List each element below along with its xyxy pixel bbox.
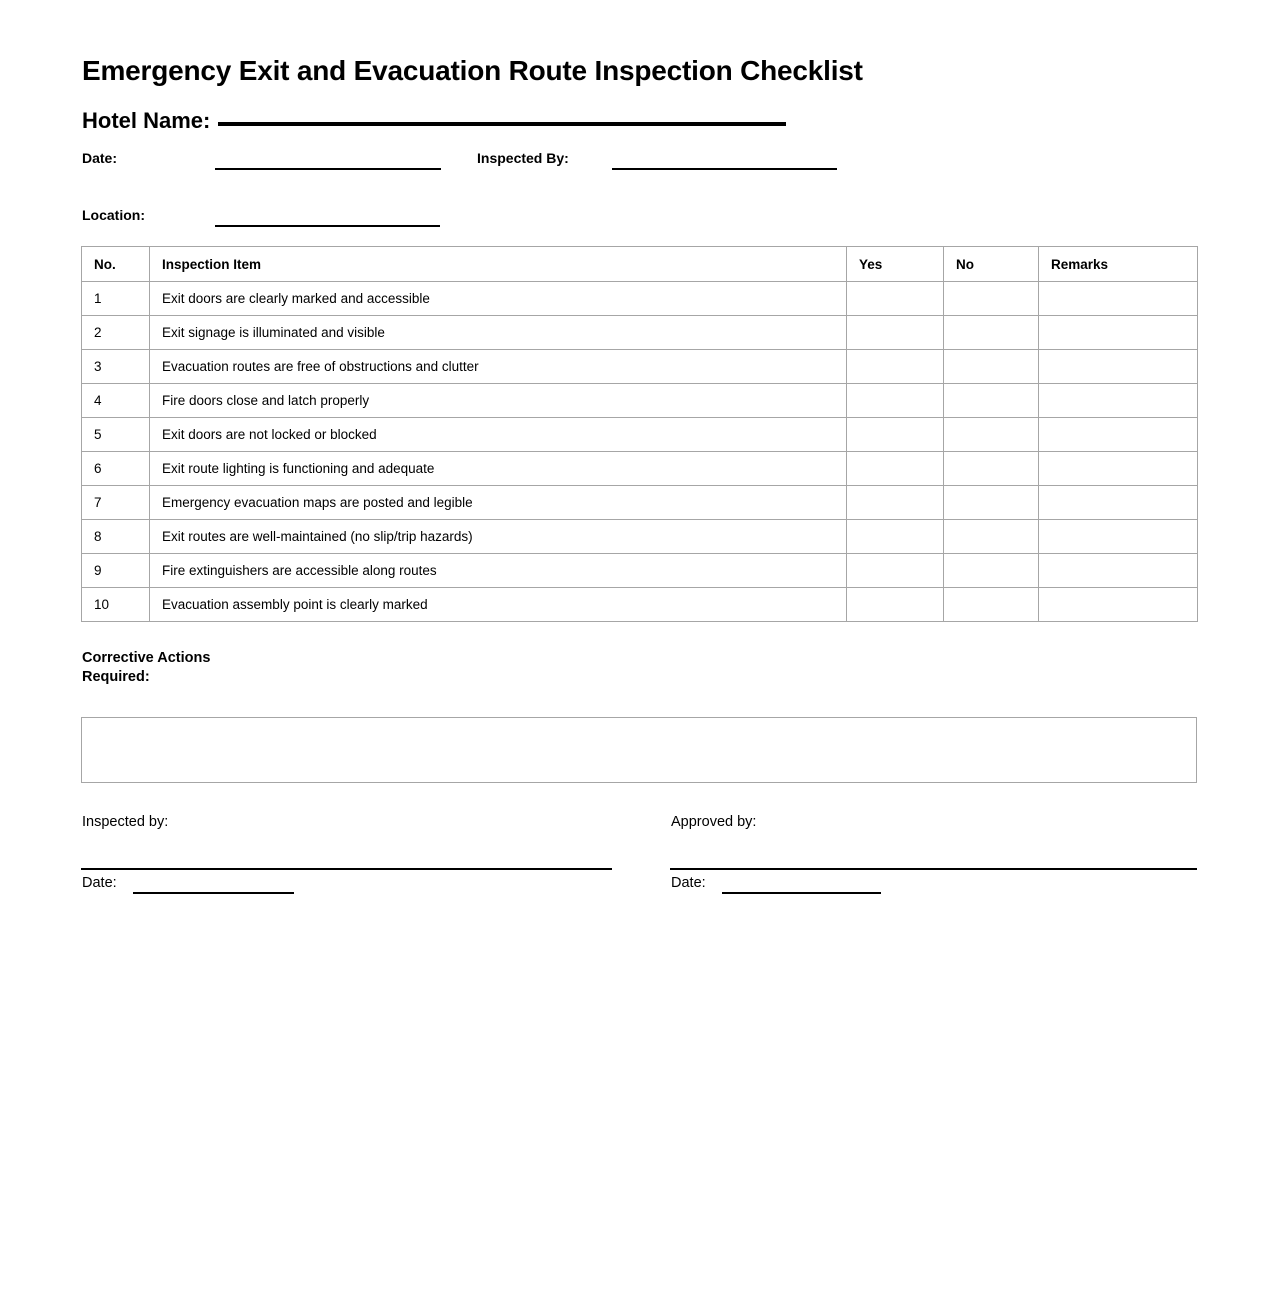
row-remarks-cell[interactable]: [1039, 384, 1198, 418]
row-number: 9: [82, 554, 150, 588]
row-yes-cell[interactable]: [847, 486, 944, 520]
row-yes-cell[interactable]: [847, 554, 944, 588]
row-item: Evacuation routes are free of obstructions and clutter: [150, 350, 847, 384]
row-no-cell[interactable]: [944, 520, 1039, 554]
table-row: [82, 554, 1198, 588]
table-row: [82, 486, 1198, 520]
table-row: [82, 520, 1198, 554]
row-number: 6: [82, 452, 150, 486]
row-item: Evacuation assembly point is clearly marked: [150, 588, 847, 622]
row-item: Exit route lighting is functioning and adequate: [150, 452, 847, 486]
table-row: [82, 452, 1198, 486]
row-remarks-cell[interactable]: [1039, 520, 1198, 554]
row-item: Exit signage is illuminated and visible: [150, 316, 847, 350]
signature-approved-date-rule[interactable]: [722, 892, 881, 894]
row-yes-cell[interactable]: [847, 282, 944, 316]
row-yes-cell[interactable]: [847, 452, 944, 486]
row-yes-cell[interactable]: [847, 316, 944, 350]
row-number: 4: [82, 384, 150, 418]
row-no-cell[interactable]: [944, 384, 1039, 418]
table-row: [82, 316, 1198, 350]
row-remarks-cell[interactable]: [1039, 350, 1198, 384]
table-row: [82, 588, 1198, 622]
row-yes-cell[interactable]: [847, 588, 944, 622]
signature-inspected-date-rule[interactable]: [133, 892, 294, 894]
location-input-rule[interactable]: [215, 225, 440, 227]
row-item: Fire doors close and latch properly: [150, 384, 847, 418]
row-no-cell[interactable]: [944, 316, 1039, 350]
row-yes-cell[interactable]: [847, 384, 944, 418]
row-no-cell[interactable]: [944, 452, 1039, 486]
row-no-cell[interactable]: [944, 588, 1039, 622]
row-remarks-cell[interactable]: [1039, 282, 1198, 316]
row-no-cell[interactable]: [944, 554, 1039, 588]
row-no-cell[interactable]: [944, 282, 1039, 316]
signature-inspected-by-label: Inspected by:: [82, 814, 169, 830]
column-header-item: Inspection Item: [150, 247, 847, 282]
inspection-checklist-table: [81, 246, 1198, 622]
signature-inspected-date-label: Date:: [82, 875, 117, 891]
row-item: Emergency evacuation maps are posted and legible: [150, 486, 847, 520]
row-remarks-cell[interactable]: [1039, 588, 1198, 622]
row-yes-cell[interactable]: [847, 418, 944, 452]
row-item: Fire extinguishers are accessible along routes: [150, 554, 847, 588]
row-yes-cell[interactable]: [847, 520, 944, 554]
table-row: [82, 350, 1198, 384]
row-remarks-cell[interactable]: [1039, 486, 1198, 520]
signature-approved-by-rule[interactable]: [670, 868, 1197, 870]
row-no-cell[interactable]: [944, 486, 1039, 520]
column-header-no: No.: [82, 247, 150, 282]
hotel-name-input-rule[interactable]: [218, 122, 786, 126]
date-label: Date:: [82, 150, 118, 166]
row-number: 8: [82, 520, 150, 554]
column-header-remarks: Remarks: [1039, 247, 1198, 282]
row-remarks-cell[interactable]: [1039, 418, 1198, 452]
table-row: [82, 282, 1198, 316]
inspected-by-input-rule[interactable]: [612, 168, 837, 170]
table-body: [82, 282, 1198, 622]
row-no-cell[interactable]: [944, 418, 1039, 452]
row-number: 5: [82, 418, 150, 452]
page-title: Emergency Exit and Evacuation Route Inspection Checklist: [82, 55, 863, 86]
row-remarks-cell[interactable]: [1039, 554, 1198, 588]
table-row: [82, 418, 1198, 452]
signature-approved-date-label: Date:: [671, 875, 706, 891]
row-item: Exit doors are not locked or blocked: [150, 418, 847, 452]
table-row: [82, 384, 1198, 418]
signature-approved-by-label: Approved by:: [671, 814, 757, 830]
corrective-actions-label: Corrective Actions Required:: [82, 650, 211, 685]
inspected-by-label: Inspected By:: [477, 150, 569, 166]
table-header-row: [82, 247, 1198, 282]
hotel-name-label: Hotel Name:: [82, 108, 211, 133]
row-number: 10: [82, 588, 150, 622]
row-no-cell[interactable]: [944, 350, 1039, 384]
column-header-no: No: [944, 247, 1039, 282]
date-input-rule[interactable]: [215, 168, 441, 170]
row-yes-cell[interactable]: [847, 350, 944, 384]
hotel-name-field: [82, 108, 786, 134]
row-number: 3: [82, 350, 150, 384]
signature-inspected-by-rule[interactable]: [81, 868, 612, 870]
row-number: 1: [82, 282, 150, 316]
column-header-yes: Yes: [847, 247, 944, 282]
row-item: Exit routes are well-maintained (no slip/trip hazards): [150, 520, 847, 554]
row-remarks-cell[interactable]: [1039, 316, 1198, 350]
row-number: 7: [82, 486, 150, 520]
location-label: Location:: [82, 207, 145, 223]
row-number: 2: [82, 316, 150, 350]
row-remarks-cell[interactable]: [1039, 452, 1198, 486]
corrective-actions-input[interactable]: [81, 717, 1197, 783]
row-item: Exit doors are clearly marked and accessible: [150, 282, 847, 316]
